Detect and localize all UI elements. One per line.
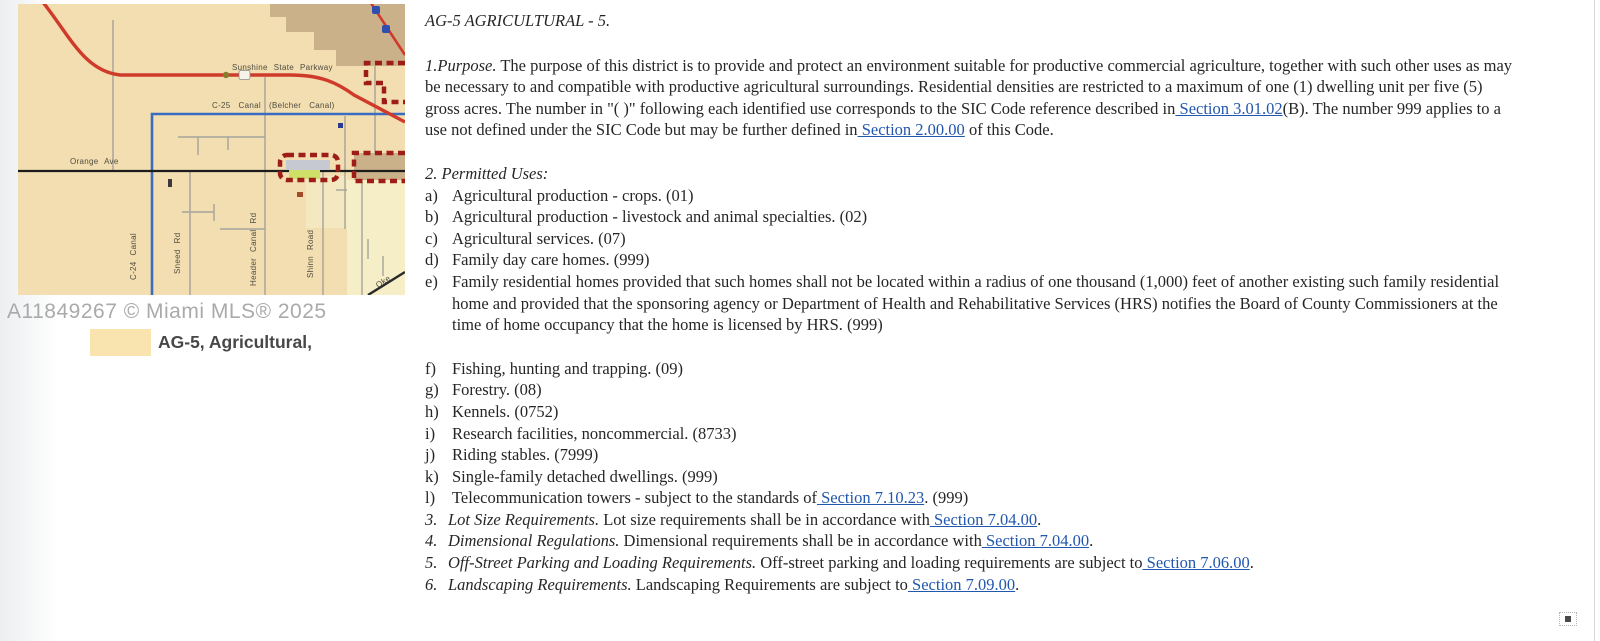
toll-marker-icon xyxy=(223,72,229,78)
link-section-7-09-00[interactable]: Section 7.09.00 xyxy=(907,574,1016,594)
map-compound-gray xyxy=(286,160,330,170)
map-label-shinn-road: Shinn Road xyxy=(306,229,315,278)
link-section-2-00-00[interactable]: Section 2.00.00 xyxy=(857,120,965,140)
permitted-use-item-a: a) Agricultural production - crops. (01) xyxy=(425,185,694,205)
interstate-shield-icon xyxy=(372,6,380,14)
purpose-text-3: of this Code. xyxy=(964,120,1054,140)
map-label-c24-canal: C-24 Canal xyxy=(129,233,138,280)
requirement-item-4: 4. Dimensional Regulations. Dimensional requirements shall be in accordance with Section 7.04.00. xyxy=(425,531,1094,551)
legend-label: AG-5, Agricultural, xyxy=(158,332,312,352)
permitted-uses-heading: 2. Permitted Uses: xyxy=(425,163,549,183)
requirement-item-3: 3. Lot Size Requirements. Lot size requirements shall be in accordance with Section 7.04.00. xyxy=(425,509,1042,529)
link-section-3-01-02[interactable]: Section 3.01.02 xyxy=(1175,98,1283,118)
permitted-use-item-d: d) Family day care homes. (999) xyxy=(425,250,650,270)
zoning-legend xyxy=(90,329,312,356)
map-label-sneed-rd: Sneed Rd xyxy=(173,232,182,274)
link-section-7-04-00-b[interactable]: Section 7.04.00 xyxy=(981,531,1090,551)
zoning-map-image xyxy=(18,4,405,295)
link-section-7-10-23[interactable]: Section 7.10.23 xyxy=(816,488,925,508)
permitted-use-item-b: b) Agricultural production - livestock and animal specialties. (02) xyxy=(425,207,868,227)
permitted-use-item-i: i) Research facilities, noncommercial. (8733) xyxy=(425,423,737,443)
map-urban-area-2 xyxy=(354,153,405,180)
map-label-orange-ave: Orange Ave xyxy=(70,157,119,166)
permitted-use-item-f: f) Fishing, hunting and trapping. (09) xyxy=(425,358,683,378)
link-section-7-06-00[interactable]: Section 7.06.00 xyxy=(1142,553,1250,573)
interstate-shield-icon xyxy=(382,25,390,33)
zoning-code-document xyxy=(425,10,1521,595)
document-title: AG-5 AGRICULTURAL - 5. xyxy=(425,11,611,30)
zoning-map xyxy=(18,4,405,295)
map-label-okeechobee-partial: Oke xyxy=(374,273,393,290)
permitted-use-item-g: g) Forestry. (08) xyxy=(425,380,542,400)
mls-attribution: A11849267 © Miami MLS® 2025 xyxy=(7,300,327,323)
map-point-marker xyxy=(297,192,303,197)
permitted-use-item-e: e) Family residential homes provided that such homes shall not be located within a radius of one thousand (1,000) feet of another existing such family residential home and provided that the sponsoring agency or Department of Health and Rehabilitative Services (HRS) notifies the Board of County Commissioners at the time of home occupancy that the home is licensed by HRS. (999) xyxy=(425,271,1500,335)
map-point-marker xyxy=(168,179,172,187)
permitted-use-item-k: k) Single-family detached dwellings. (999) xyxy=(425,466,718,486)
requirement-item-5: 5. Off-Street Parking and Loading Requirements. Off-street parking and loading requirements are subject to Section 7.06.00. xyxy=(425,553,1254,573)
map-zone-pale-2 xyxy=(306,176,347,228)
window-right-border xyxy=(1594,0,1595,641)
selection-handle[interactable] xyxy=(1559,612,1577,626)
requirement-item-6: 6. Landscaping Requirements. Landscaping Requirements are subject to Section 7.09.00. xyxy=(425,574,1020,594)
purpose-text-1: The purpose of this district is to provide and protect an environment suitable for productive commercial agriculture, together with such other uses as may be necessary to and compatible with productive agricultural surroundings. Residential densities are restricted to a maximum of one (1) dwelling unit per five (5) gross acres. The number in "( )" following each identified use corresponds to the SIC Code reference described in xyxy=(425,55,1513,118)
permitted-use-item-l: l) Telecommunication towers - subject to the standards of Section 7.10.23. (999) xyxy=(425,488,969,508)
map-label-header-canal-rd: Header Canal Rd xyxy=(249,212,258,286)
legend-color-swatch xyxy=(90,329,151,356)
permitted-use-item-j: j) Riding stables. (7999) xyxy=(425,445,599,465)
purpose-lead: 1.Purpose. xyxy=(425,55,497,75)
map-point-marker xyxy=(338,123,343,128)
map-label-c25-canal: C-25 Canal (Belcher Canal) xyxy=(212,101,335,110)
purpose-text-2: (B). The number 999 applies to a use not defined under the SIC Code but may be further defined in xyxy=(425,98,1501,140)
handle-dot-icon xyxy=(1565,616,1571,622)
map-label-sunshine-state-parkway: Sunshine State Parkway xyxy=(232,63,333,72)
map-compound-green xyxy=(289,170,320,179)
link-section-7-04-00[interactable]: Section 7.04.00 xyxy=(929,509,1038,529)
permitted-use-item-h: h) Kennels. (0752) xyxy=(425,401,559,421)
purpose-paragraph xyxy=(425,55,1521,141)
permitted-use-item-c: c) Agricultural services. (07) xyxy=(425,228,626,248)
